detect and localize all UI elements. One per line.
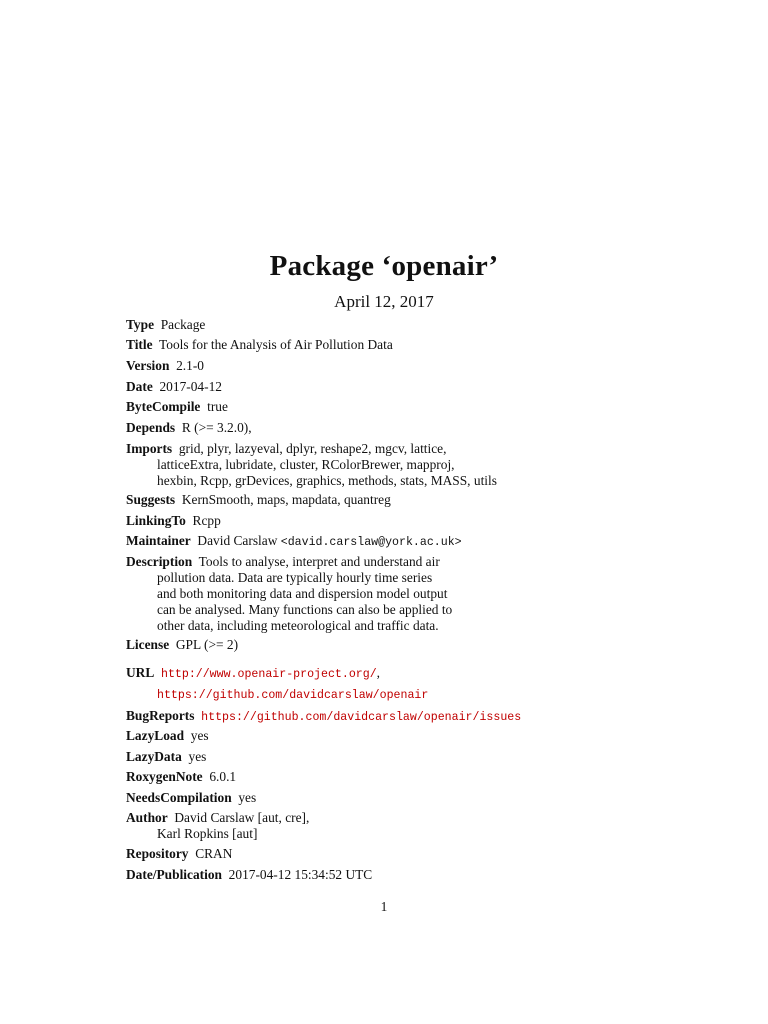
field-bugreports: BugReports https://github.com/davidcarslaw/openair/issues — [126, 708, 522, 724]
field-maintainer: Maintainer David Carslaw <david.carslaw@york.ac.uk> — [126, 533, 462, 549]
field-lazydata: LazyData yes — [126, 749, 207, 764]
field-needscompilation: NeedsCompilation yes — [126, 790, 257, 805]
field-suggests: Suggests KernSmooth, maps, mapdata, quantreg — [126, 492, 391, 507]
url-link-github[interactable]: https://github.com/davidcarslaw/openair — [157, 689, 429, 702]
field-roxygennote: RoxygenNote 6.0.1 — [126, 769, 237, 784]
field-bytecompile: ByteCompile true — [126, 399, 228, 414]
url-link-openair-project[interactable]: http://www.openair-project.org/ — [160, 668, 377, 681]
field-repository: Repository CRAN — [126, 846, 233, 861]
package-date: April 12, 2017 — [334, 292, 434, 311]
page-number: 1 — [380, 899, 388, 914]
field-title: Title Tools for the Analysis of Air Pollution Data — [126, 337, 393, 352]
maintainer-email: <david.carslaw@york.ac.uk> — [280, 536, 462, 549]
field-date-publication: Date/Publication 2017-04-12 15:34:52 UTC — [126, 867, 373, 882]
field-date: Date 2017-04-12 — [126, 379, 222, 394]
field-imports: Imports grid, plyr, lazyeval, dplyr, reshape2, mgcv, lattice, latticeExtra, lubridate, cluster, RColorBrewer, mapproj, hexbin, Rcpp, grDevices, graphics, methods, stats, MASS, utils — [126, 441, 497, 488]
field-description: Description Tools to analyse, interpret and understand air pollution data. Data are typically hourly time series and both monitoring data and dispersion model output can be analysed. Many functions can also be applied to other data, including meteorological and traffic data. — [126, 554, 453, 633]
field-url: URL http://www.openair-project.org/, https://github.com/davidcarslaw/openair — [126, 662, 428, 706]
field-linkingto: LinkingTo Rcpp — [126, 513, 221, 528]
field-lazyload: LazyLoad yes — [126, 728, 209, 743]
field-depends: Depends R (>= 3.2.0), — [126, 420, 252, 435]
field-version: Version 2.1-0 — [126, 358, 205, 373]
bugreports-link[interactable]: https://github.com/davidcarslaw/openair/issues — [201, 711, 522, 724]
field-author: Author David Carslaw [aut, cre], Karl Ropkins [aut] — [126, 810, 310, 841]
field-type: Type Package — [126, 317, 206, 332]
package-title: Package ‘openair’ — [269, 250, 499, 282]
field-license: License GPL (>= 2) — [126, 637, 239, 652]
